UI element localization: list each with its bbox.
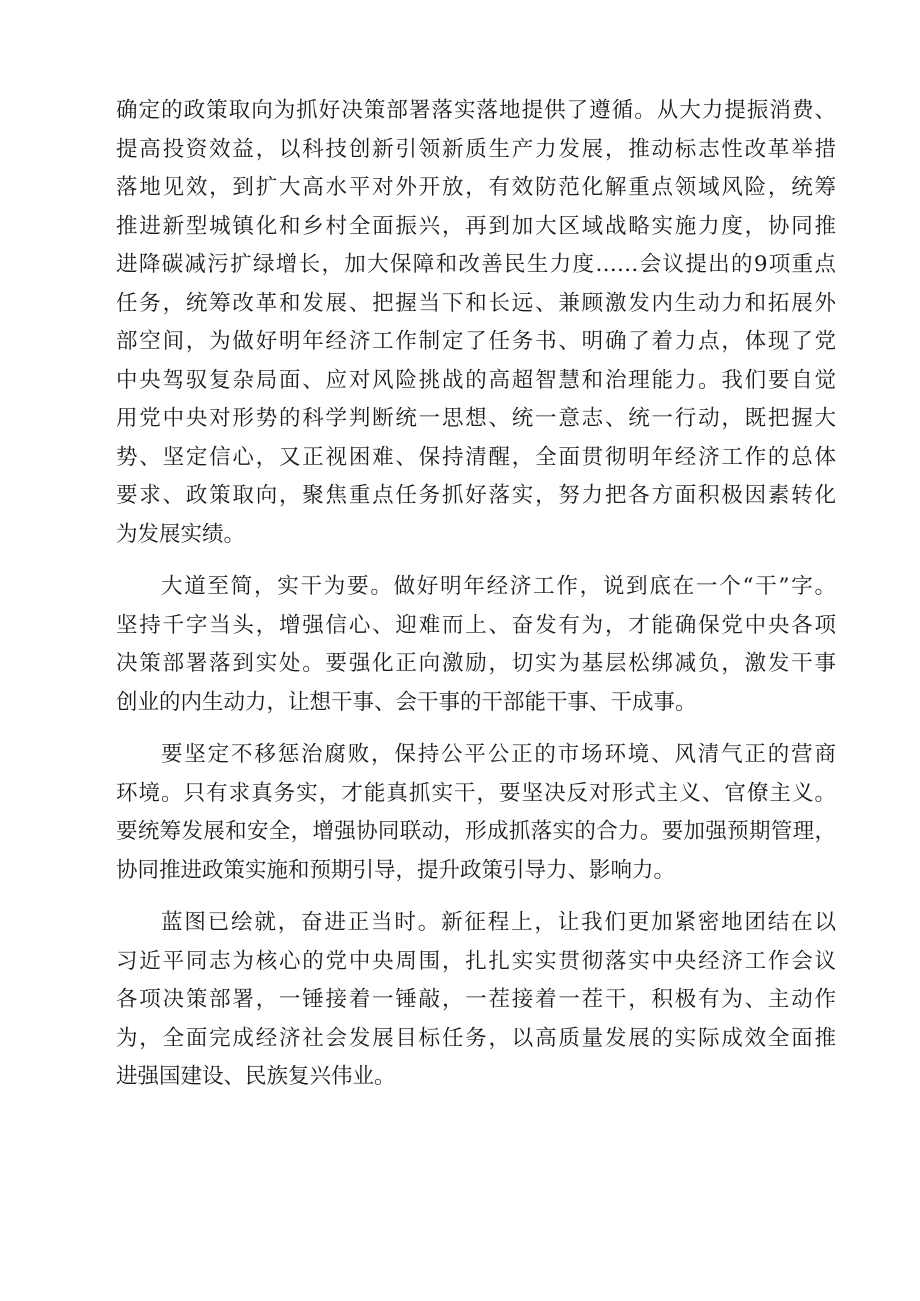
paragraph-3 <box>116 736 836 890</box>
text-line: 部空间，为做好明年经济工作制定了任务书、明确了着力点，体现了党 <box>116 329 836 354</box>
paragraph-gap <box>116 890 836 904</box>
paragraph-1 <box>116 92 836 554</box>
text-line: 势、坚定信心，又正视困难、保持清醒，全面贯彻明年经济工作的总体 <box>116 444 836 470</box>
text-line: 蓝图已绘就，奋进正当时。新征程上，让我们更加紧密地团结在以 <box>161 910 836 935</box>
text-line: 推进新型城镇化和乡村全面振兴，再到加大区域战略实施力度，协同推 <box>116 213 836 239</box>
paragraph-4 <box>116 904 836 1097</box>
text-line: 为，全面完成经济社会发展目标任务，以高质量发展的实际成效全面推 <box>116 1025 836 1051</box>
text-line: 要坚定不移惩治腐败，保持公平公正的市场环境、风清气正的营商 <box>161 742 836 767</box>
text-line: 为发展实绩。 <box>116 521 246 547</box>
text-line: 坚持千字当头，增强信心、迎难而上、奋发有为，才能确保党中央各项 <box>116 612 836 638</box>
text-line: 提高投资效益，以科技创新引领新质生产力发展，推动标志性改革举措 <box>116 136 836 162</box>
document-body <box>116 92 836 1097</box>
paragraph-gap <box>116 722 836 736</box>
text-line: 创业的内生动力，让想干事、会干事的干部能干事、干成事。 <box>116 689 697 715</box>
text-line: 决策部署落到实处。要强化正向激励，切实为基层松绑减负，激发干事 <box>116 651 836 676</box>
text-line: 环境。只有求真务实，才能真抓实干，要坚决反对形式主义、官僚主义。 <box>116 780 836 806</box>
text-line: 确定的政策取向为抓好决策部署落实落地提供了遵循。从大力提振消费、 <box>116 98 836 123</box>
text-line: 要统筹发展和安全，增强协同联动，形成抓落实的合力。要加强预期管理， <box>116 819 836 844</box>
paragraph-2 <box>116 568 836 722</box>
text-line: 进降碳减污扩绿增长，加大保障和改善民生力度……会议提出的9项重点 <box>116 252 836 277</box>
text-line: 任务，统筹改革和发展、把握当下和长远、兼顾激发内生动力和拓展外 <box>116 290 836 316</box>
text-line: 要求、政策取向，聚焦重点任务抓好落实，努力把各方面积极因素转化 <box>116 483 836 508</box>
text-line: 用党中央对形势的科学判断统一思想、统一意志、统一行动，既把握大 <box>116 406 836 431</box>
text-line: 落地见效，到扩大高水平对外开放，有效防范化解重点领域风险，统筹 <box>116 175 836 200</box>
paragraph-gap <box>116 554 836 568</box>
text-line: 协同推进政策实施和预期引导，提升政策引导力、影响力。 <box>116 857 676 883</box>
text-line: 大道至简，实干为要。做好明年经济工作，说到底在一个“干”字。 <box>161 574 836 599</box>
text-line: 中央驾驭复杂局面、应对风险挑战的高超智慧和治理能力。我们要自觉 <box>116 367 836 393</box>
text-line: 各项决策部署，一锤接着一锤敲，一茬接着一茬干，积极有为、主动作 <box>116 987 836 1012</box>
text-line: 习近平同志为核心的党中央周围，扎扎实实贯彻落实中央经济工作会议 <box>116 948 836 974</box>
text-line: 进强国建设、民族复兴伟业。 <box>116 1064 396 1089</box>
